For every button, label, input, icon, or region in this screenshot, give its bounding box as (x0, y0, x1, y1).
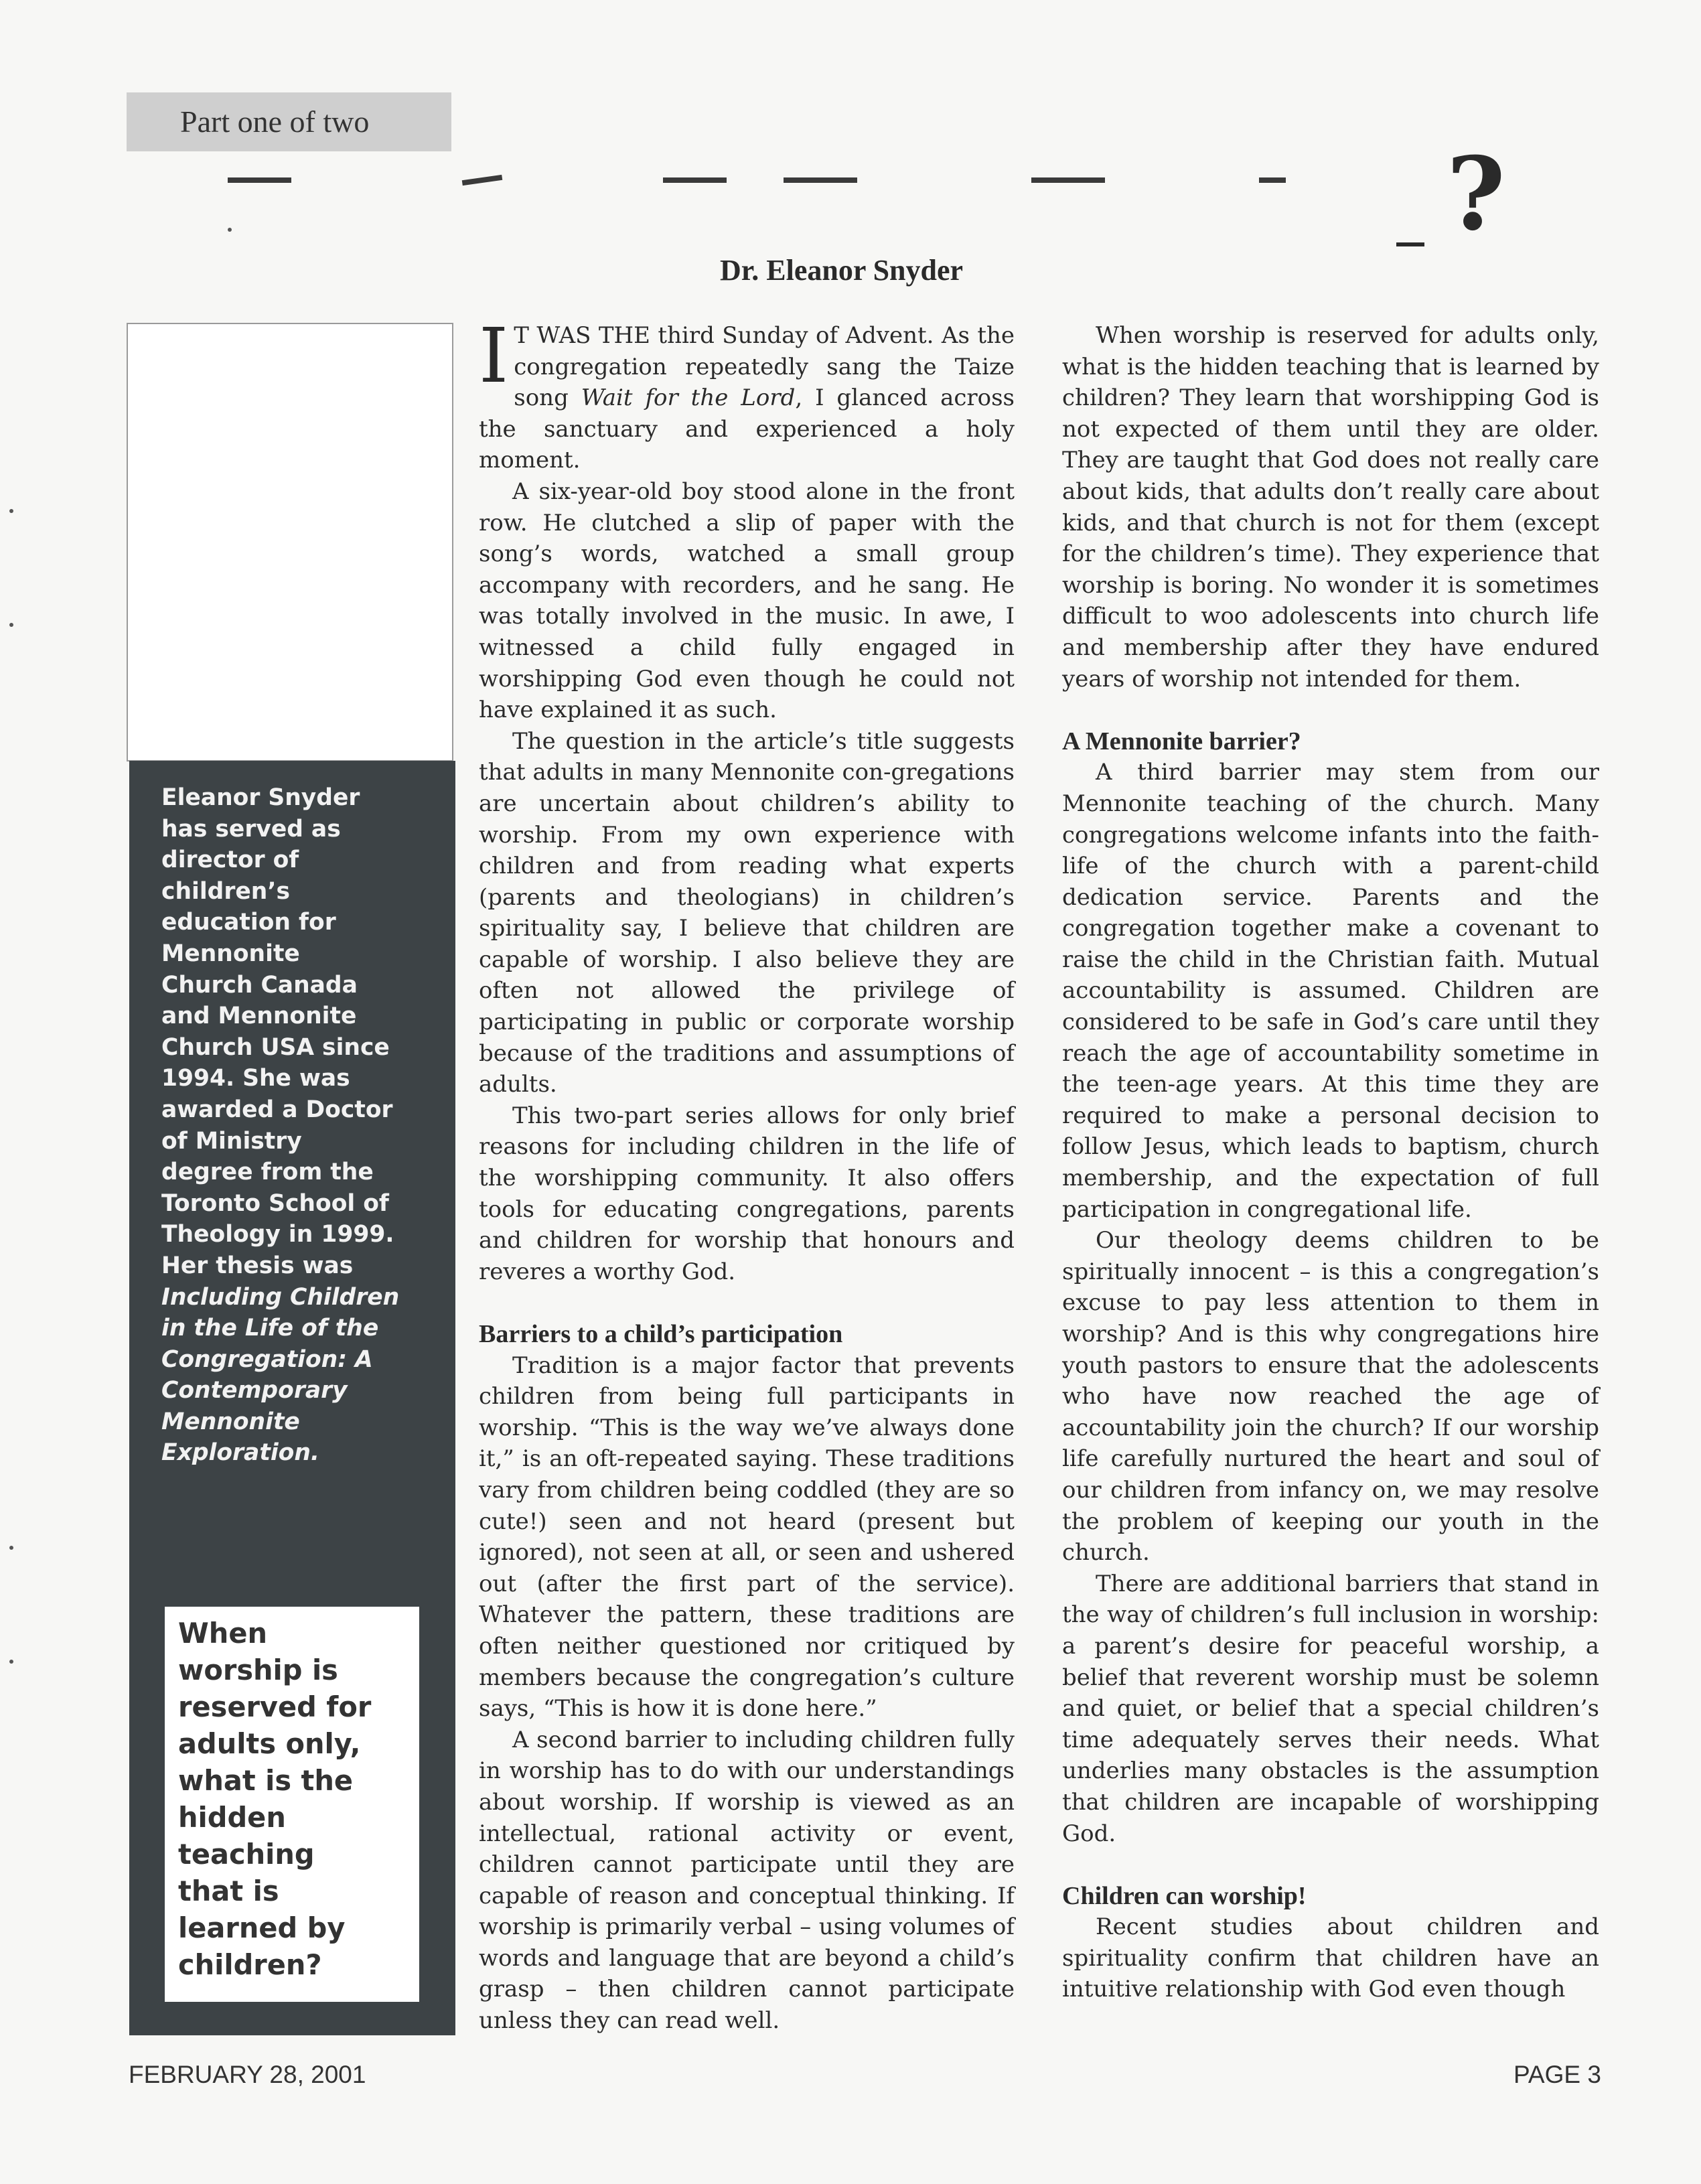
paragraph-text: T WAS THE third Sunday of Advent. As the congregation repeatedly sang the Taize song (514, 322, 1015, 412)
article-column-1 (479, 313, 1015, 2037)
bio-line: director of (161, 847, 299, 874)
bio-line: degree from the (161, 1159, 374, 1186)
title-stroke (784, 177, 857, 183)
pull-quote-line: children? (178, 1948, 322, 1981)
title-stroke (1259, 177, 1286, 183)
author-bio (161, 782, 429, 1469)
paragraph: Recent studies about children and spirituality confirm that children have an intuitive relationship with God even though (1062, 1913, 1599, 2003)
title-stroke (228, 177, 291, 183)
section-heading: Children can worship! (1062, 1881, 1307, 1910)
bio-line: Church Canada (161, 971, 358, 999)
paragraph-text: , I glanced across the sanctuary and experienced a holy moment. (479, 384, 1015, 474)
paragraph: A second barrier to including children fully in worship has to do with our understandings about worship. If worship is viewed as an intellectual, rational activity or event, children cannot participate until they are capable of reason and conceptual thinking. If worship is primarily verbal – using volumes of words and language that are beyond a child’s grasp – then children cannot participate unless they can read well. (479, 1726, 1015, 2035)
series-tag: Part one of two (127, 92, 451, 151)
bio-line: and Mennonite (161, 1003, 357, 1030)
paragraph: A third barrier may stem from our Mennonite teaching of the church. Many congregations welcome infants into the faith-life of the church with a parent-child dedication service. Parents and the congregation together make a covenant to raise the child in the Christian faith. Mutual accountability is assumed. Children are considered to be safe in God’s care until they reach the age of accountability sometime in the teen-age years. At this time they are required to make a personal decision to follow Jesus, which leads to baptism, church membership, and the expectation of full participation in congregational life. (1062, 759, 1599, 1223)
pull-quote-line: adults only, (178, 1727, 361, 1760)
title-underscore (1396, 242, 1424, 246)
paragraph: Our theology deems children to be spiritually innocent – is this a congregation’s excuse to pay less attention to them in worship? And is this why congregations hire youth pastors to ensure that the adolescents who have now reached the age of accountability join the church? If our worship life carefully nurtured the heart and soul of our children from infancy on, we may resolve the problem of keeping our youth in the church. (1062, 1227, 1599, 1567)
margin-dot (9, 509, 13, 513)
bio-line: children’s (161, 877, 290, 905)
pull-quote-line: worship is (178, 1654, 338, 1686)
song-title: Wait for the Lord (581, 384, 796, 412)
title-stroke (462, 175, 503, 186)
bio-line: Eleanor Snyder (161, 784, 360, 811)
pull-quote-line: hidden (178, 1801, 286, 1834)
thesis-title-line: Congregation: A (161, 1345, 373, 1373)
thesis-title-line: Including Children (161, 1283, 400, 1311)
author-photo-placeholder (127, 323, 453, 761)
pull-quote-line: that is (178, 1875, 279, 1907)
pull-quote-line: teaching (178, 1838, 315, 1871)
margin-dot (9, 1546, 13, 1550)
page-number: PAGE 3 (1513, 2061, 1601, 2088)
paragraph: A six-year-old boy stood alone in the front row. He clutched a slip of paper with the song’s words, watched a small group accompany with recorders, and he sang. He was totally involved in the music. In awe, I witnessed a child fully engaged in worshipping God even though he could not have explained it as such. (479, 478, 1015, 724)
paragraph: This two-part series allows for only brief reasons for including children in the life of the worshipping community. It also offers tools for educating congregations, parents and children for worship that honours and reveres a worthy God. (479, 1102, 1015, 1285)
thesis-title-line: in the Life of the (161, 1315, 379, 1342)
paragraph: The question in the article’s title suggests that adults in many Mennonite con-gregations are uncertain about children’s ability to worship. From my own experience with children and from reading what experts (parents and theologians) in children’s spirituality say, I believe that children are capable of worship. I also believe they are often not allowed the privilege of participating in public or corporate worship because of the traditions and assumptions of adults. (479, 727, 1015, 1098)
article-column-2 (1062, 320, 1599, 2005)
thesis-title-line: Exploration. (161, 1439, 320, 1467)
title-stroke (1031, 177, 1105, 183)
bio-line: Mennonite (161, 940, 300, 967)
bio-line: Toronto School of (161, 1189, 389, 1217)
bio-line: Her thesis was (161, 1252, 354, 1279)
pull-quote-line: what is the (178, 1764, 354, 1797)
bio-line: education for (161, 909, 336, 936)
section-heading: A Mennonite barrier? (1062, 727, 1301, 755)
section-heading: Barriers to a child’s participation (479, 1320, 843, 1348)
margin-dot (9, 1660, 13, 1664)
title-question-mark: ? (1447, 135, 1505, 253)
author-bio-sidebar (129, 761, 455, 2035)
opening-paragraph (479, 313, 1015, 476)
issue-date: FEBRUARY 28, 2001 (129, 2061, 366, 2088)
pull-quote-line: learned by (178, 1911, 346, 1944)
drop-cap: I (479, 313, 509, 400)
paragraph: Tradition is a major factor that prevents children from being full participants in worship. “This is the way we’ve always done it,” is an oft-repeated saying. These traditions vary from children being coddled (they are so cute!) seen and not heard (present but ignored), not seen at all, or seen and ushered out (after the first part of the service). Whatever the pattern, these traditions are often neither questioned nor critiqued by members because the congregation’s culture says, “This is how it is done here.” (479, 1352, 1015, 1723)
cropped-title-fragment (127, 151, 1567, 251)
bio-line: awarded a Doctor (161, 1096, 393, 1123)
pull-quote-line: reserved for (178, 1690, 372, 1723)
thesis-title-line: Mennonite (161, 1408, 300, 1435)
margin-dot (9, 623, 13, 627)
bio-line: 1994. She was (161, 1065, 350, 1092)
bio-line: of Ministry (161, 1127, 302, 1155)
paragraph: There are additional barriers that stand in the way of children’s full inclusion in worship: a parent’s desire for peaceful worship, a belief that reverent worship must be solemn and quiet, or belief that a special children’s time adequately serves their needs. What underlies many obstacles is the assumption that children are incapable of worshipping God. (1062, 1570, 1599, 1847)
pull-quote-line: When (178, 1617, 268, 1650)
author-byline: Dr. Eleanor Snyder (720, 254, 964, 287)
thesis-title-line: Contemporary (161, 1377, 348, 1404)
title-stroke (663, 177, 727, 183)
bio-line: Theology in 1999. (161, 1221, 394, 1248)
paragraph: When worship is reserved for adults only, what is the hidden teaching that is learned by children? They learn that worshipping God is not expected of them until they are older. They are taught that God does not really care about kids, that adults don’t really care about kids, and that church is not for them (except for the children’s time). They experience that worship is boring. No wonder it is sometimes difficult to woo adolescents into church life and membership after they have endured years of worship not intended for them. (1062, 322, 1599, 693)
bio-line: Church USA since (161, 1033, 390, 1061)
margin-dot (228, 228, 232, 232)
bio-line: has served as (161, 815, 341, 843)
pull-quote (165, 1607, 419, 2002)
